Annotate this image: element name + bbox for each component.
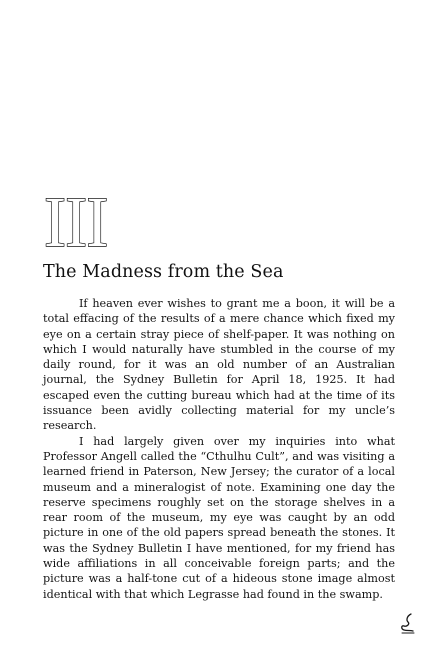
paragraph: If heaven ever wishes to grant me a boon, it will be a total effacing of the results of a mere chance which fixed my eye on a certain stray piece of shelf-paper. It was nothing on which I would naturally have stumbled in the course of my daily round, for it was an old number of an Australian journal, the Sydney Bulletin for April 18, 1925. It had escaped even the cutting bureau which had at the time of its issuance been avidly collecting material for my uncle’s research. [43,297,395,433]
paragraph: I had largely given over my inquiries into what Professor Angell called the “Cthulhu Cult”, and was visiting a learned friend in Paterson, New Jersey; the curator of a local museum and a mineralogist of note. Examining one day the reserve specimens roughly set on the storage shelves in a rear room of the museum, my eye was caught by an odd picture in one of the old papers spread beneath the stones. It was the Sydney Bulletin I have mentioned, for my friend has wide affiliations in all conceivable foreign parts; and the picture was a half-tone cut of a hideous stone image almost identical with that which Legrasse had found in the swamp. [43,434,395,601]
chapter-title: The Madness from the Sea [43,262,284,282]
squiggle-ornament-icon [398,612,416,636]
chapter-body [43,296,395,602]
chapter-numeral: III [44,182,108,262]
